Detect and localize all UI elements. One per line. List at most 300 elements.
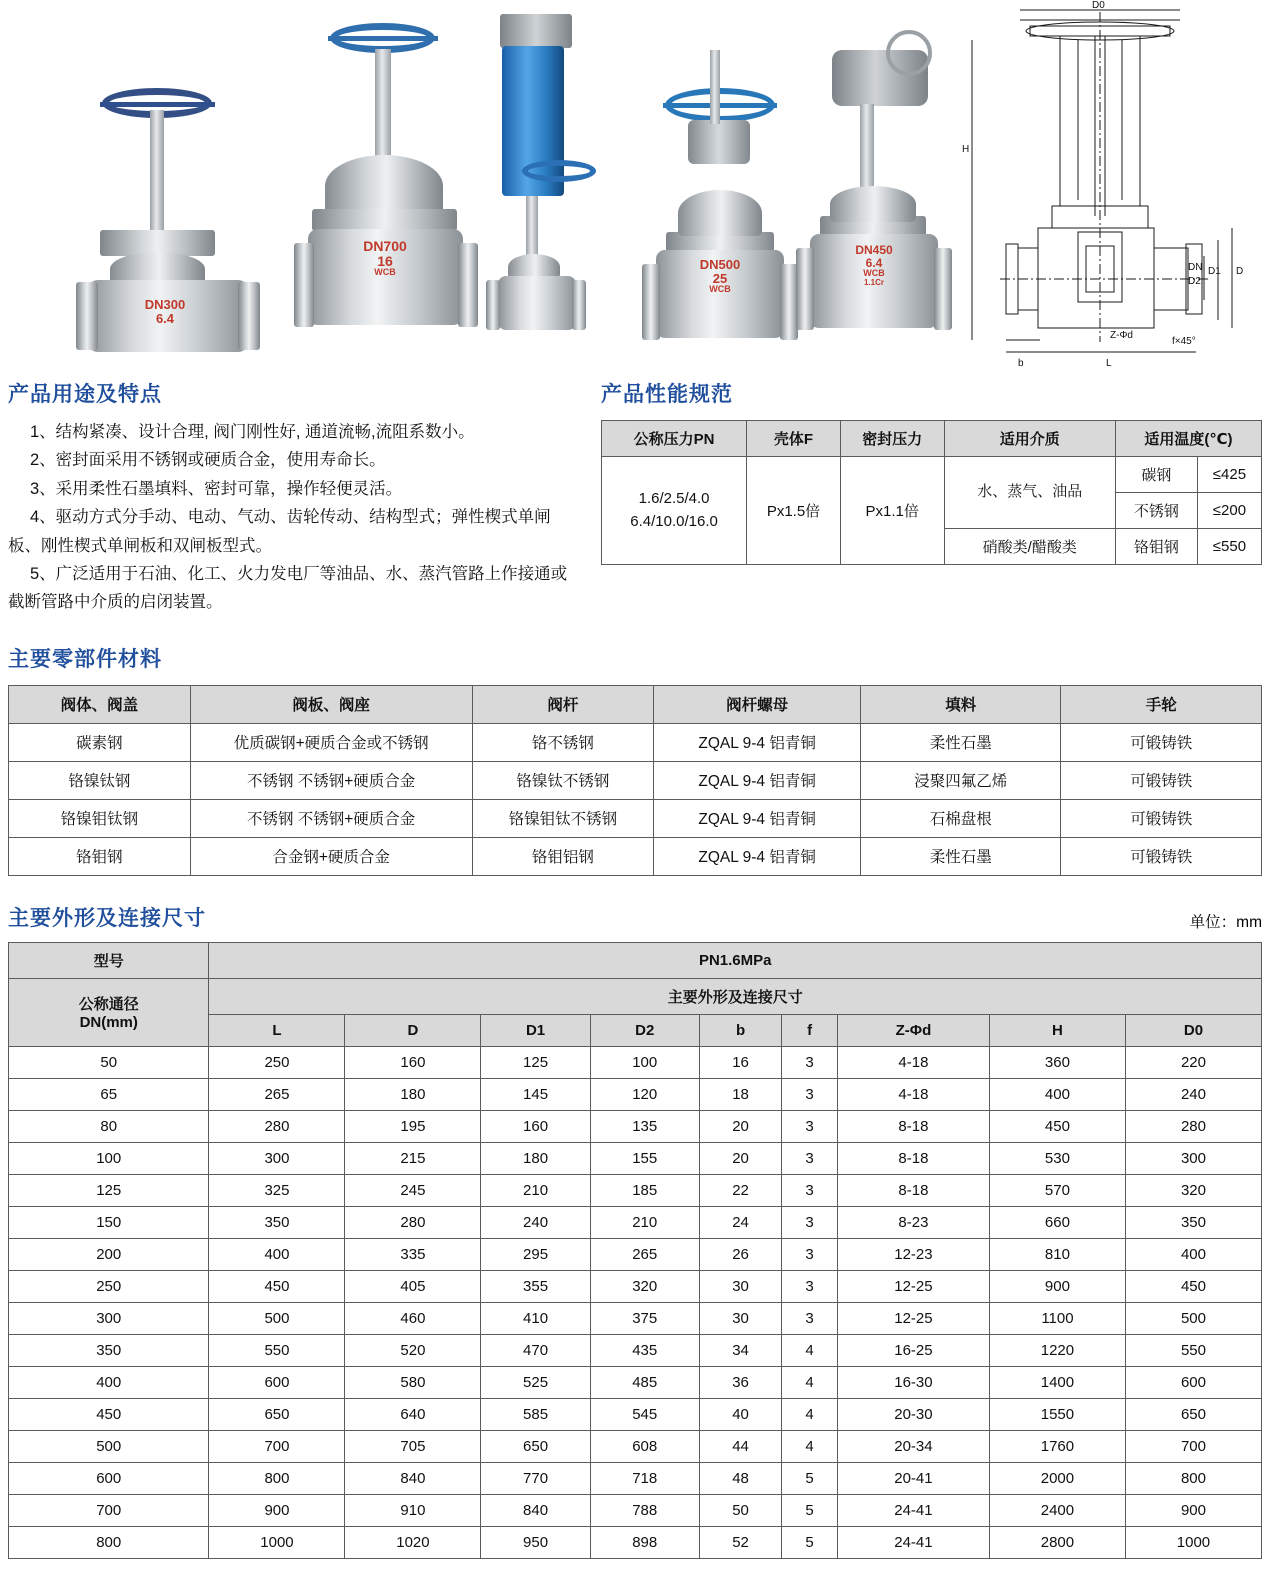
mat-cell: 铬镍钛钢 [9,761,191,799]
spec-header-temp: 适用温度(℃) [1115,421,1261,457]
dim-cell: 180 [345,1078,481,1110]
table-row [9,1078,1262,1110]
spec-shell-value: Px1.5倍 [747,457,841,565]
handwheel-icon [522,160,596,182]
table-row [9,1174,1262,1206]
dim-cell: 160 [481,1110,590,1142]
spec-seal-value: Px1.1倍 [840,457,944,565]
bonnet-flange [312,209,457,231]
mat-cell: 合金钢+硬质合金 [190,837,472,875]
dim-cell: 12-25 [837,1270,989,1302]
dim-cell: 100 [590,1046,699,1078]
valve-bonnet [678,190,762,236]
feature-item: 1、结构紧凑、设计合理, 阀门刚性好, 通道流畅,流阻系数小。 [30,423,475,441]
spec-section [601,378,1262,565]
dim-cell: 185 [590,1174,699,1206]
tag-line: 1.1Cr [863,277,884,287]
mat-header-packing: 填料 [861,685,1061,723]
dim-cell: 3 [782,1206,838,1238]
dim-cell: 580 [345,1366,481,1398]
dim-cell: 788 [590,1494,699,1526]
materials-title: 主要零部件材料 [8,647,162,671]
table-header-row [9,942,1262,978]
table-row [9,1430,1262,1462]
dim-cell: 20 [699,1142,781,1174]
dim-cell: 950 [481,1526,590,1558]
dim-cell: 30 [699,1302,781,1334]
spec-temp-value-carbon: ≤425 [1197,457,1261,493]
mat-header-body: 阀体、阀盖 [9,685,191,723]
mat-cell: 铬钼钢 [9,837,191,875]
dim-dn: 500 [9,1430,209,1462]
dim-dn: 700 [9,1494,209,1526]
tag-line: 16 [377,252,393,269]
mat-cell: 铬镍钛不锈钢 [472,761,654,799]
dim-cell: 52 [699,1526,781,1558]
spec-header-media: 适用介质 [944,421,1115,457]
dim-cell: 900 [209,1494,345,1526]
dim-cell: 400 [989,1078,1125,1110]
dim-cell: 320 [590,1270,699,1302]
dim-cell: 24-41 [837,1526,989,1558]
dim-cell: 600 [209,1366,345,1398]
table-row [9,1494,1262,1526]
valve-bonnet [325,155,443,217]
tag-line: DN450 [855,243,893,257]
dim-cell: 3 [782,1270,838,1302]
dim-cell: 4-18 [837,1078,989,1110]
dim-cell: 1760 [989,1430,1125,1462]
dim-dn: 250 [9,1270,209,1302]
mat-cell: 柔性石墨 [861,837,1061,875]
valve-cross-section-svg [960,0,1260,368]
mat-cell: 铬不锈钢 [472,723,654,761]
actuator-handwheel-icon [886,30,932,76]
dim-cell: 520 [345,1334,481,1366]
dim-dn: 300 [9,1302,209,1334]
dim-cell: 470 [481,1334,590,1366]
dim-cell: 898 [590,1526,699,1558]
dim-cell: 840 [481,1494,590,1526]
drawing-label-zphid: Z-Φd [1110,330,1133,341]
mat-cell: 铬镍钼钛不锈钢 [472,799,654,837]
mat-header-handwheel: 手轮 [1061,685,1262,723]
dim-col-h: H [989,1014,1125,1046]
pn-line-1: 1.6/2.5/4.0 [638,490,710,507]
dim-cell: 650 [481,1430,590,1462]
dim-cell: 585 [481,1398,590,1430]
dimensions-title: 主要外形及连接尺寸 [8,906,206,930]
tag-line: WCB [374,267,396,278]
spec-header-shell: 壳体F [747,421,841,457]
mat-cell: 可锻铸铁 [1061,799,1262,837]
dim-cell: 700 [1125,1430,1261,1462]
dim-col-d: D [345,1014,481,1046]
pn-line-2: 6.4/10.0/16.0 [630,512,718,530]
dim-col-zphid: Z-Φd [837,1014,989,1046]
dim-cell: 355 [481,1270,590,1302]
dim-dn: 800 [9,1526,209,1558]
dim-cell: 705 [345,1430,481,1462]
table-header-row [602,421,1262,457]
dim-cell: 570 [989,1174,1125,1206]
mat-header-stem: 阀杆 [472,685,654,723]
feature-item: 5、广泛适用于石油、化工、火力发电厂等油品、水、蒸汽管路上作接通或截断管路中介质的启闭装置。 [8,564,568,612]
dim-dn: 100 [9,1142,209,1174]
dim-cell: 3 [782,1046,838,1078]
dim-cell: 145 [481,1078,590,1110]
mat-header-disc: 阀板、阀座 [190,685,472,723]
mat-cell: 不锈钢 不锈钢+硬质合金 [190,761,472,799]
dim-cell: 40 [699,1398,781,1430]
product-image-gear-gate-valve-dn500 [630,20,810,350]
dim-dn: 125 [9,1174,209,1206]
dim-cell: 550 [1125,1334,1261,1366]
features-section [8,378,583,617]
table-row [9,761,1262,799]
dim-cell: 16 [699,1046,781,1078]
dim-cell: 608 [590,1430,699,1462]
dim-cell: 1400 [989,1366,1125,1398]
spec-temp-value-stainless: ≤200 [1197,493,1261,529]
dim-cell: 500 [1125,1302,1261,1334]
handwheel-spoke [100,102,215,107]
dim-cell: 300 [209,1142,345,1174]
dim-cell: 44 [699,1430,781,1462]
valve-stem [526,196,538,256]
dim-cell: 3 [782,1142,838,1174]
mat-cell: 浸聚四氟乙烯 [861,761,1061,799]
valve-stem [375,49,391,159]
technical-drawing [960,0,1260,368]
dim-dn: 450 [9,1398,209,1430]
dim-cell: 640 [345,1398,481,1430]
dim-col-d1: D1 [481,1014,590,1046]
dim-cell: 545 [590,1398,699,1430]
dim-header-group: 主要外形及连接尺寸 [209,978,1262,1014]
dim-cell: 800 [1125,1462,1261,1494]
dim-cell: 1550 [989,1398,1125,1430]
dim-cell: 280 [209,1110,345,1142]
materials-section [8,643,1262,876]
dim-cell: 280 [345,1206,481,1238]
mat-cell: ZQAL 9-4 铝青铜 [654,761,861,799]
dim-cell: 295 [481,1238,590,1270]
valve-tag-dn700 [330,239,440,278]
dim-dn: 350 [9,1334,209,1366]
dim-cell: 8-18 [837,1174,989,1206]
mat-cell: 石棉盘根 [861,799,1061,837]
dim-col-b: b [699,1014,781,1046]
dim-cell: 12-25 [837,1302,989,1334]
dim-cell: 20 [699,1110,781,1142]
dim-cell: 4 [782,1366,838,1398]
features-list [8,418,583,617]
dim-cell: 280 [1125,1110,1261,1142]
dim-cell: 2400 [989,1494,1125,1526]
dim-cell: 350 [1125,1206,1261,1238]
table-row [9,837,1262,875]
drawing-label-d1: D1 [1208,266,1221,277]
spec-medium-water: 水、蒸气、油品 [944,457,1115,529]
valve-tag-dn300 [115,298,215,325]
dim-header-dn [9,978,209,1046]
dim-cell: 4-18 [837,1046,989,1078]
mat-cell: 可锻铸铁 [1061,723,1262,761]
dim-dn: 150 [9,1206,209,1238]
unit-note: 单位：mm [1189,913,1262,931]
table-row [9,1302,1262,1334]
dim-cell: 300 [1125,1142,1261,1174]
actuator-top-fittings [500,14,572,48]
product-image-pneumatic-gate-valve [480,10,610,350]
mat-cell: ZQAL 9-4 铝青铜 [654,799,861,837]
table-row [9,1398,1262,1430]
spec-header-seal: 密封压力 [840,421,944,457]
dim-cell: 800 [209,1462,345,1494]
mat-cell: ZQAL 9-4 铝青铜 [654,723,861,761]
dim-cell: 335 [345,1238,481,1270]
table-row [9,1334,1262,1366]
dn-line-1: 公称通径 [78,996,139,1014]
table-header-row [9,978,1262,1014]
dim-cell: 910 [345,1494,481,1526]
dim-cell: 4 [782,1334,838,1366]
end-flange-right [238,282,260,350]
dim-cell: 1100 [989,1302,1125,1334]
table-row [9,1238,1262,1270]
dim-header-pressure: PN1.6MPa [209,942,1262,978]
mat-cell: 可锻铸铁 [1061,837,1262,875]
mat-cell: 碳素钢 [9,723,191,761]
dimensions-section [8,902,1262,1559]
dim-cell: 250 [209,1046,345,1078]
table-row [9,1526,1262,1558]
dim-cell: 900 [1125,1494,1261,1526]
mat-cell: ZQAL 9-4 铝青铜 [654,837,861,875]
dim-dn: 600 [9,1462,209,1494]
valve-stem [150,110,164,235]
dim-cell: 660 [989,1206,1125,1238]
materials-table [8,685,1262,876]
tag-line: WCB [709,284,731,295]
drawing-label-d: D [1236,266,1244,277]
dim-dn: 65 [9,1078,209,1110]
table-row [9,1046,1262,1078]
tag-line: WCB [863,268,885,279]
dim-cell: 360 [989,1046,1125,1078]
dim-cell: 530 [989,1142,1125,1174]
dim-cell: 24-41 [837,1494,989,1526]
mat-cell: 柔性石墨 [861,723,1061,761]
dim-cell: 5 [782,1526,838,1558]
dim-cell: 240 [1125,1078,1261,1110]
drawing-label-f45: f×45° [1172,336,1196,347]
drawing-label-dn: DN [1188,262,1203,273]
valve-stem [710,50,720,124]
dim-cell: 460 [345,1302,481,1334]
tag-line: 6.4 [865,255,883,270]
spec-pn-value [602,457,747,565]
dim-cell: 34 [699,1334,781,1366]
dim-cell: 810 [989,1238,1125,1270]
dim-cell: 180 [481,1142,590,1174]
dim-cell: 8-18 [837,1110,989,1142]
dim-cell: 30 [699,1270,781,1302]
dim-cell: 22 [699,1174,781,1206]
dim-cell: 770 [481,1462,590,1494]
dim-cell: 48 [699,1462,781,1494]
dim-cell: 245 [345,1174,481,1206]
dim-cell: 120 [590,1078,699,1110]
dim-cell: 265 [209,1078,345,1110]
feature-item: 3、采用柔性石墨填料、密封可靠，操作轻便灵活。 [30,479,403,498]
dim-cell: 5 [782,1494,838,1526]
valve-tag-dn500 [670,258,770,295]
table-row [9,1270,1262,1302]
dim-cell: 320 [1125,1174,1261,1206]
end-flange-right [572,280,586,330]
dim-cell: 325 [209,1174,345,1206]
dim-cell: 700 [209,1430,345,1462]
spec-temp-value-crmo: ≤550 [1197,529,1261,565]
dim-cell: 840 [345,1462,481,1494]
dn-line-2: DN(mm) [79,1014,138,1032]
spec-temp-material-crmo: 铬钼钢 [1115,529,1197,565]
dim-cell: 1000 [209,1526,345,1558]
drawing-label-b: b [1018,358,1024,368]
dim-cell: 650 [1125,1398,1261,1430]
product-image-gate-valve-dn700 [290,5,490,350]
dim-cell: 8-18 [837,1142,989,1174]
spec-medium-acid: 硝酸类/醋酸类 [944,529,1115,565]
valve-bonnet [830,186,916,222]
dim-cell: 220 [1125,1046,1261,1078]
table-row [9,1110,1262,1142]
dim-cell: 12-23 [837,1238,989,1270]
mat-cell: 可锻铸铁 [1061,761,1262,799]
end-flange-left [796,248,814,330]
dim-cell: 20-30 [837,1398,989,1430]
end-flange-left [76,282,98,350]
dim-cell: 50 [699,1494,781,1526]
dim-cell: 650 [209,1398,345,1430]
dim-cell: 1000 [1125,1526,1261,1558]
table-header-row [9,685,1262,723]
mat-cell: 优质碳钢+硬质合金或不锈钢 [190,723,472,761]
dim-cell: 3 [782,1110,838,1142]
dim-cell: 410 [481,1302,590,1334]
dim-cell: 195 [345,1110,481,1142]
dim-cell: 135 [590,1110,699,1142]
dim-cell: 400 [209,1238,345,1270]
dim-cell: 405 [345,1270,481,1302]
handwheel-spoke [663,103,777,108]
table-row [9,1142,1262,1174]
dim-cell: 4 [782,1430,838,1462]
drawing-label-d2: D2 [1188,276,1201,287]
dim-cell: 450 [989,1110,1125,1142]
table-row [602,457,1262,493]
gearbox [688,120,750,164]
spec-header-pn: 公称压力PN [602,421,747,457]
product-images-band [0,0,1270,372]
dim-cell: 20-41 [837,1462,989,1494]
dim-cell: 900 [989,1270,1125,1302]
dim-cell: 20-34 [837,1430,989,1462]
dim-cell: 265 [590,1238,699,1270]
dim-cell: 600 [1125,1366,1261,1398]
dim-cell: 36 [699,1366,781,1398]
product-image-electric-gate-valve-dn450 [790,10,970,350]
dim-cell: 375 [590,1302,699,1334]
dim-cell: 1220 [989,1334,1125,1366]
dim-cell: 3 [782,1174,838,1206]
dimensions-table [8,942,1262,1559]
valve-body [498,276,576,330]
dim-cell: 160 [345,1046,481,1078]
dim-cell: 3 [782,1078,838,1110]
end-flange-left [294,243,314,327]
dim-cell: 3 [782,1302,838,1334]
tag-line: DN700 [363,238,407,254]
drawing-label-d0: D0 [1092,0,1105,11]
dim-cell: 240 [481,1206,590,1238]
dim-col-d2: D2 [590,1014,699,1046]
dim-cell: 125 [481,1046,590,1078]
dim-cell: 450 [1125,1270,1261,1302]
end-flange-right [934,248,952,330]
dim-cell: 155 [590,1142,699,1174]
table-row [9,1366,1262,1398]
handwheel-spoke [328,36,438,41]
tag-line: DN300 [144,297,186,312]
dim-cell: 26 [699,1238,781,1270]
tag-line: 6.4 [155,310,175,326]
dim-cell: 550 [209,1334,345,1366]
valve-tag-dn450 [826,244,922,287]
feature-item: 2、密封面采用不锈钢或硬质合金，使用寿命长。 [30,451,386,470]
spec-temp-material-stainless: 不锈钢 [1115,493,1197,529]
spec-temp-material-carbon: 碳钢 [1115,457,1197,493]
product-image-gate-valve-dn300 [70,30,290,350]
dim-dn: 80 [9,1110,209,1142]
dim-cell: 210 [481,1174,590,1206]
table-row [9,799,1262,837]
table-row [9,1206,1262,1238]
dim-cell: 485 [590,1366,699,1398]
dim-cell: 215 [345,1142,481,1174]
spec-table [601,420,1262,565]
dim-dn: 50 [9,1046,209,1078]
dim-cell: 2800 [989,1526,1125,1558]
end-flange-left [486,280,500,330]
dim-col-f: f [782,1014,838,1046]
dim-cell: 525 [481,1366,590,1398]
drawing-label-l: L [1106,358,1112,368]
mat-cell: 不锈钢 不锈钢+硬质合金 [190,799,472,837]
dim-cell: 18 [699,1078,781,1110]
dim-cell: 4 [782,1398,838,1430]
features-title: 产品用途及特点 [8,383,162,406]
tag-line: DN500 [699,257,741,272]
dim-cell: 435 [590,1334,699,1366]
dim-cell: 350 [209,1206,345,1238]
tag-line: 25 [712,270,728,286]
dim-header-model: 型号 [9,942,209,978]
dim-cell: 24 [699,1206,781,1238]
mat-cell: 铬钼铝钢 [472,837,654,875]
